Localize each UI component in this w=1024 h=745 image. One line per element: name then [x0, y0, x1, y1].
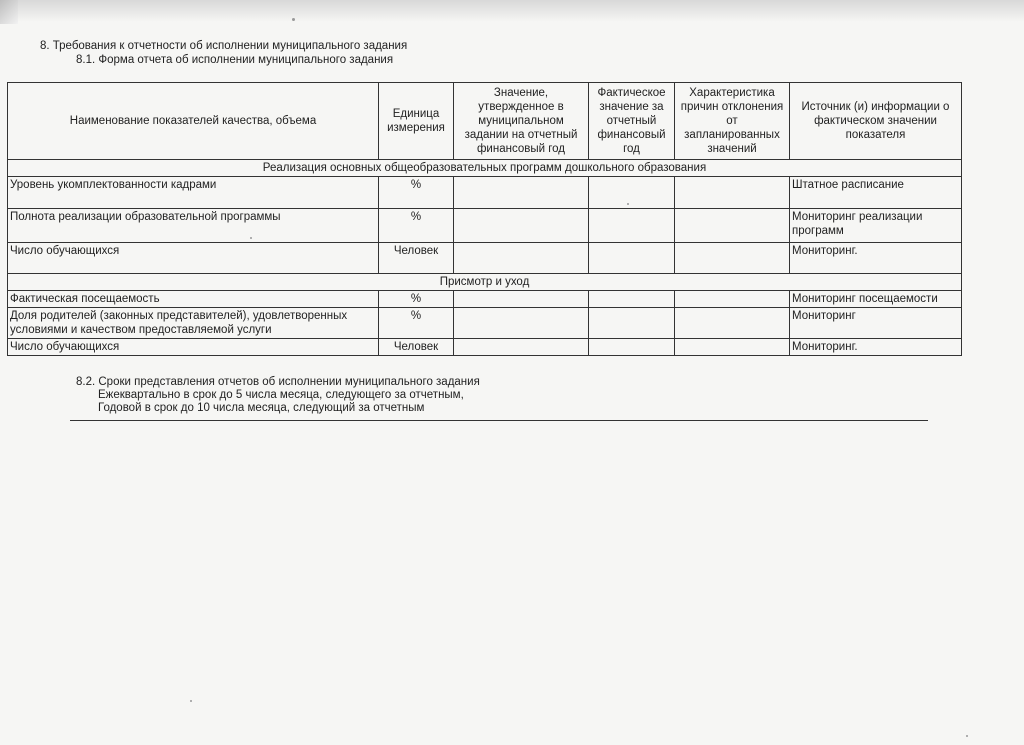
approved-value-cell — [454, 308, 589, 339]
scan-speck — [966, 735, 968, 737]
indicator-unit: Человек — [379, 339, 454, 356]
deviation-cell — [675, 339, 790, 356]
header-approved-value: Значение, утвержденное в муниципальном задании на отчетный финансовый год — [454, 83, 589, 160]
report-form-table — [7, 82, 962, 356]
info-source: Мониторинг — [790, 308, 962, 339]
header-deviation-reasons: Характеристика причин отклонения от запланированных значений — [675, 83, 790, 160]
table-row — [8, 209, 962, 243]
indicator-name: Число обучающихся — [8, 243, 379, 274]
deviation-cell — [675, 243, 790, 274]
indicator-unit: Человек — [379, 243, 454, 274]
deviation-cell — [675, 291, 790, 308]
scan-shadow-corner — [0, 0, 18, 24]
annual-deadline-text: Годовой в срок до 10 числа месяца, следующий за отчетным — [98, 402, 425, 414]
table-row — [8, 291, 962, 308]
indicator-name: Полнота реализации образовательной программы — [8, 209, 379, 243]
actual-value-cell — [589, 243, 675, 274]
table-header-row — [8, 83, 962, 160]
section-row — [8, 274, 962, 291]
scan-speck — [190, 700, 192, 702]
indicator-unit: % — [379, 308, 454, 339]
deviation-cell — [675, 177, 790, 209]
header-indicator-name: Наименование показателей качества, объема — [8, 83, 379, 160]
indicator-name: Уровень укомплектованности кадрами — [8, 177, 379, 209]
info-source: Мониторинг. — [790, 339, 962, 356]
header-info-source: Источник (и) информации о фактическом значении показателя — [790, 83, 962, 160]
actual-value-cell — [589, 177, 675, 209]
scan-speck — [627, 203, 629, 205]
approved-value-cell — [454, 339, 589, 356]
info-source: Мониторинг реализации программ — [790, 209, 962, 243]
table-row — [8, 339, 962, 356]
approved-value-cell — [454, 209, 589, 243]
indicator-name: Фактическая посещаемость — [8, 291, 379, 308]
indicator-name: Доля родителей (законных представителей), удовлетворенных условиями и качеством предоставляемой услуги — [8, 308, 379, 339]
indicator-name: Число обучающихся — [8, 339, 379, 356]
section-8-heading: 8. Требования к отчетности об исполнении муниципального задания — [40, 40, 408, 52]
indicator-unit: % — [379, 177, 454, 209]
deviation-cell — [675, 209, 790, 243]
actual-value-cell — [589, 339, 675, 356]
table-row — [8, 243, 962, 274]
actual-value-cell — [589, 291, 675, 308]
section-8-1-heading: 8.1. Форма отчета об исполнении муниципального задания — [76, 54, 394, 66]
info-source: Мониторинг посещаемости — [790, 291, 962, 308]
section-title-preschool: Реализация основных общеобразовательных программ дошкольного образования — [8, 160, 962, 177]
indicator-unit: % — [379, 209, 454, 243]
approved-value-cell — [454, 291, 589, 308]
info-source: Мониторинг. — [790, 243, 962, 274]
approved-value-cell — [454, 177, 589, 209]
scan-speck — [250, 237, 252, 239]
quarterly-deadline-text: Ежеквартально в срок до 5 числа месяца, следующего за отчетным, — [98, 389, 464, 401]
table-row — [8, 177, 962, 209]
approved-value-cell — [454, 243, 589, 274]
info-source: Штатное расписание — [790, 177, 962, 209]
section-row — [8, 160, 962, 177]
table-row — [8, 308, 962, 339]
deviation-cell — [675, 308, 790, 339]
scan-speck — [292, 18, 295, 21]
actual-value-cell — [589, 209, 675, 243]
section-title-supervision: Присмотр и уход — [8, 274, 962, 291]
indicator-unit: % — [379, 291, 454, 308]
scan-shadow-top — [0, 0, 1024, 22]
actual-value-cell — [589, 308, 675, 339]
section-8-2-heading: 8.2. Сроки представления отчетов об исполнении муниципального задания — [76, 376, 480, 388]
horizontal-rule — [70, 420, 928, 421]
header-actual-value: Фактическое значение за отчетный финансовый год — [589, 83, 675, 160]
header-unit: Единица измерения — [379, 83, 454, 160]
